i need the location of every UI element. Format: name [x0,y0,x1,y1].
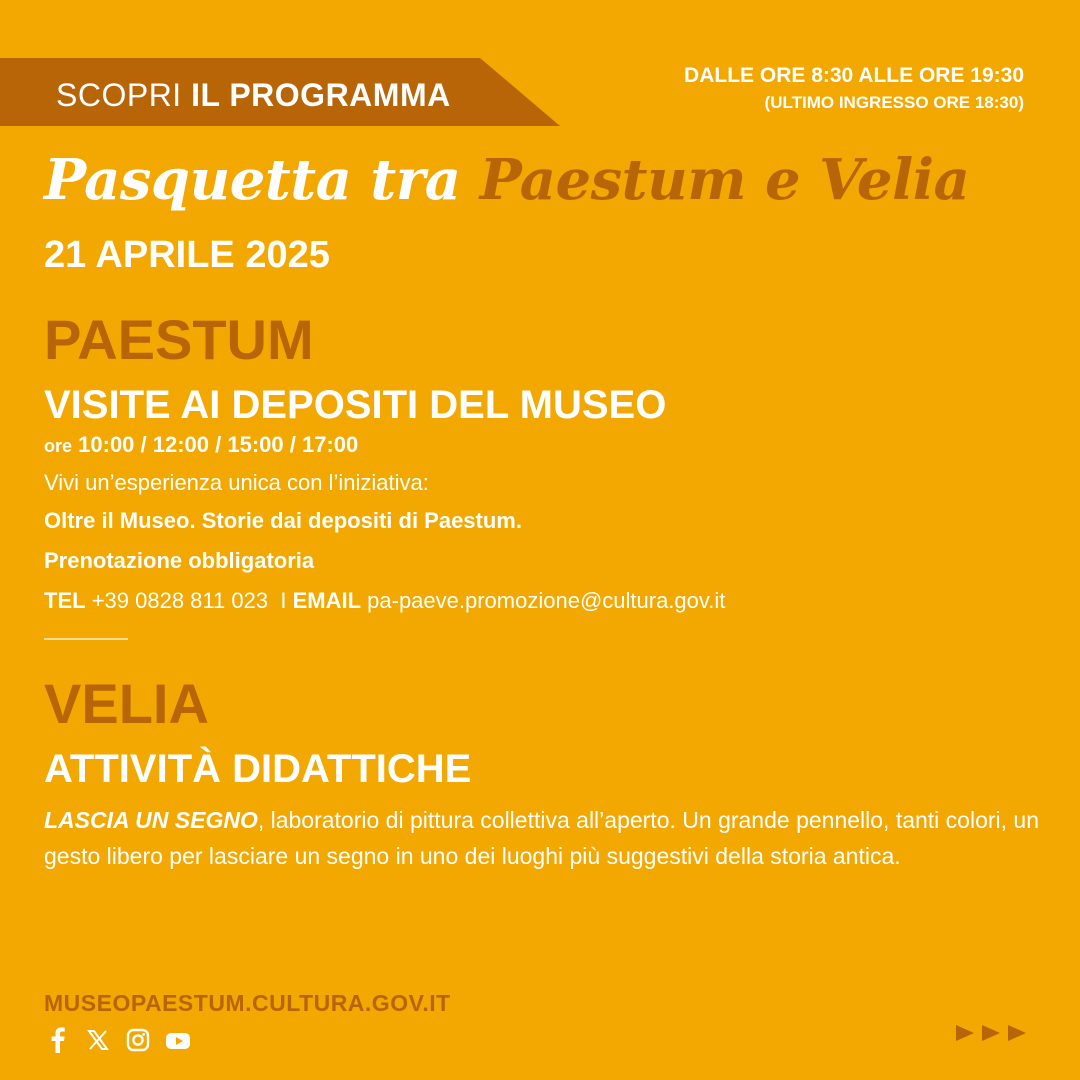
email-label: EMAIL [292,588,362,613]
contact-line [44,586,725,616]
page-title [44,144,969,216]
velia-description-text: , laboratorio di pittura collettiva all’aperto. Un grande pennello, tanti colori, un gesto libero per lasciare un segno in uno dei luoghi più suggestivi della storia antica. [44,807,1040,869]
facebook-icon[interactable] [46,1026,70,1054]
x-icon[interactable] [86,1026,110,1054]
title-part2: Paestum e Velia [479,147,970,213]
velia-highlight: LASCIA UN SEGNO [44,807,258,833]
program-banner-text [56,76,451,114]
tel-label: TEL [44,588,86,613]
triple-arrow-icon[interactable] [954,1022,1028,1044]
times-prefix: ore [44,436,73,456]
opening-hours [684,62,1024,116]
paestum-activity: VISITE AI DEPOSITI DEL MUSEO [44,383,667,427]
title-part1: Pasquetta tra [44,147,480,213]
last-entry-line: (ULTIMO INGRESSO ORE 18:30) [764,93,1024,112]
contact-separator: I [280,588,287,613]
paestum-intro: Vivi un’esperienza unica con l’iniziativa: [44,470,429,495]
times-value: 10:00 / 12:00 / 15:00 / 17:00 [78,432,359,457]
email-value[interactable]: pa-paeve.promozione@cultura.gov.it [367,588,726,613]
banner-bold: IL PROGRAMMA [191,77,451,113]
paestum-initiative: Oltre il Museo. Storie dai depositi di Paestum. [44,508,522,533]
youtube-icon[interactable] [166,1026,190,1054]
paestum-heading: PAESTUM [44,308,314,371]
social-links [46,1026,190,1054]
opening-hours-line: DALLE ORE 8:30 ALLE ORE 19:30 [684,64,1024,87]
velia-heading: VELIA [44,672,209,735]
velia-activity: ATTIVITÀ DIDATTICHE [44,747,472,791]
paestum-times [44,430,358,461]
banner-prefix: SCOPRI [56,77,182,113]
tel-value[interactable]: +39 0828 811 023 [91,588,269,613]
arrow-icon [954,1022,976,1044]
arrow-icon [1006,1022,1028,1044]
velia-description [44,802,1044,874]
booking-note: Prenotazione obbligatoria [44,548,315,573]
arrow-icon [980,1022,1002,1044]
instagram-icon[interactable] [126,1026,150,1054]
section-divider [44,638,128,640]
website-link[interactable]: MUSEOPAESTUM.CULTURA.GOV.IT [44,990,451,1016]
event-date: 21 APRILE 2025 [44,234,330,276]
